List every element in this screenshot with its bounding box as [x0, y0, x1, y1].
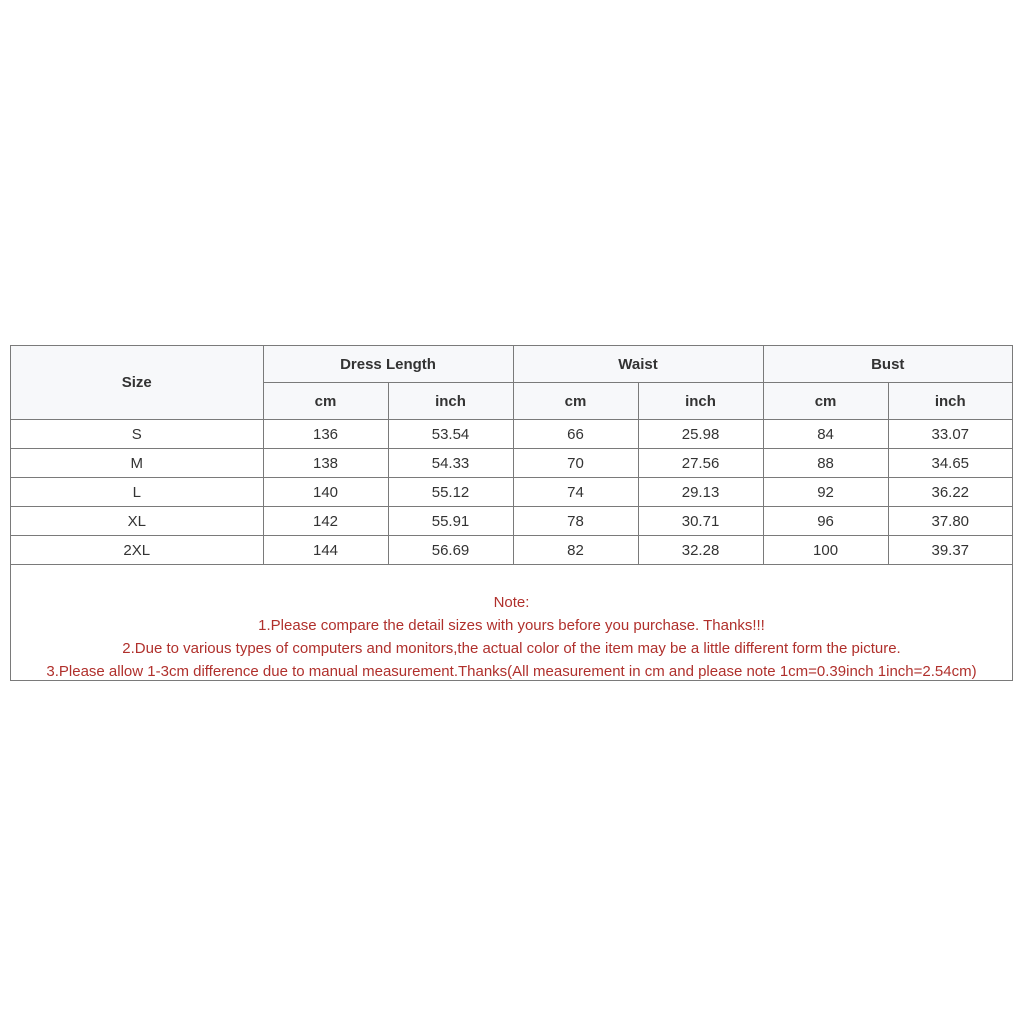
note-line-3: 3.Please allow 1-3cm difference due to manual measurement.Thanks(All measurement in cm and please note 1cm=0.39inch 1inch=2.54cm) — [46, 663, 977, 680]
table-cell: 39.37 — [888, 536, 1012, 565]
table-cell: 25.98 — [638, 420, 763, 449]
unit-header: cm — [263, 383, 388, 420]
table-cell: 56.69 — [388, 536, 513, 565]
unit-header: inch — [888, 383, 1012, 420]
table-cell: 66 — [513, 420, 638, 449]
size-cell: M — [11, 449, 263, 478]
note-line-1: 1.Please compare the detail sizes with yours before you purchase. Thanks!!! — [258, 617, 765, 634]
note-title: Note: — [493, 594, 530, 611]
table-cell: 74 — [513, 478, 638, 507]
table-cell: 142 — [263, 507, 388, 536]
table-cell: 78 — [513, 507, 638, 536]
table-cell: 144 — [263, 536, 388, 565]
note-section — [11, 564, 1012, 680]
table-cell: 136 — [263, 420, 388, 449]
table-cell: 92 — [763, 478, 888, 507]
table-cell: 88 — [763, 449, 888, 478]
table-cell: 100 — [763, 536, 888, 565]
table-cell: 33.07 — [888, 420, 1012, 449]
table-cell: 138 — [263, 449, 388, 478]
table-cell: 54.33 — [388, 449, 513, 478]
table-cell: 34.65 — [888, 449, 1012, 478]
table-cell: 30.71 — [638, 507, 763, 536]
table-cell: 84 — [763, 420, 888, 449]
table-cell: 70 — [513, 449, 638, 478]
size-cell: XL — [11, 507, 263, 536]
size-table — [11, 346, 1012, 564]
unit-header: cm — [513, 383, 638, 420]
table-row — [11, 507, 1012, 536]
table-cell: 55.12 — [388, 478, 513, 507]
table-row — [11, 449, 1012, 478]
table-cell: 53.54 — [388, 420, 513, 449]
table-row — [11, 420, 1012, 449]
table-row — [11, 536, 1012, 565]
table-cell: 55.91 — [388, 507, 513, 536]
table-cell: 96 — [763, 507, 888, 536]
table-row — [11, 478, 1012, 507]
note-line-2: 2.Due to various types of computers and monitors,the actual color of the item may be a little different form the picture. — [122, 640, 901, 657]
table-cell: 140 — [263, 478, 388, 507]
table-cell: 36.22 — [888, 478, 1012, 507]
size-column-header: Size — [11, 346, 263, 420]
table-cell: 37.80 — [888, 507, 1012, 536]
header-row-groups — [11, 346, 1012, 383]
group-header-dress-length: Dress Length — [263, 346, 513, 383]
table-cell: 27.56 — [638, 449, 763, 478]
size-cell: L — [11, 478, 263, 507]
size-chart — [10, 345, 1013, 681]
group-header-bust: Bust — [763, 346, 1012, 383]
unit-header: inch — [388, 383, 513, 420]
unit-header: inch — [638, 383, 763, 420]
table-cell: 32.28 — [638, 536, 763, 565]
table-cell: 82 — [513, 536, 638, 565]
unit-header: cm — [763, 383, 888, 420]
table-cell: 29.13 — [638, 478, 763, 507]
size-cell: S — [11, 420, 263, 449]
size-cell: 2XL — [11, 536, 263, 565]
group-header-waist: Waist — [513, 346, 763, 383]
